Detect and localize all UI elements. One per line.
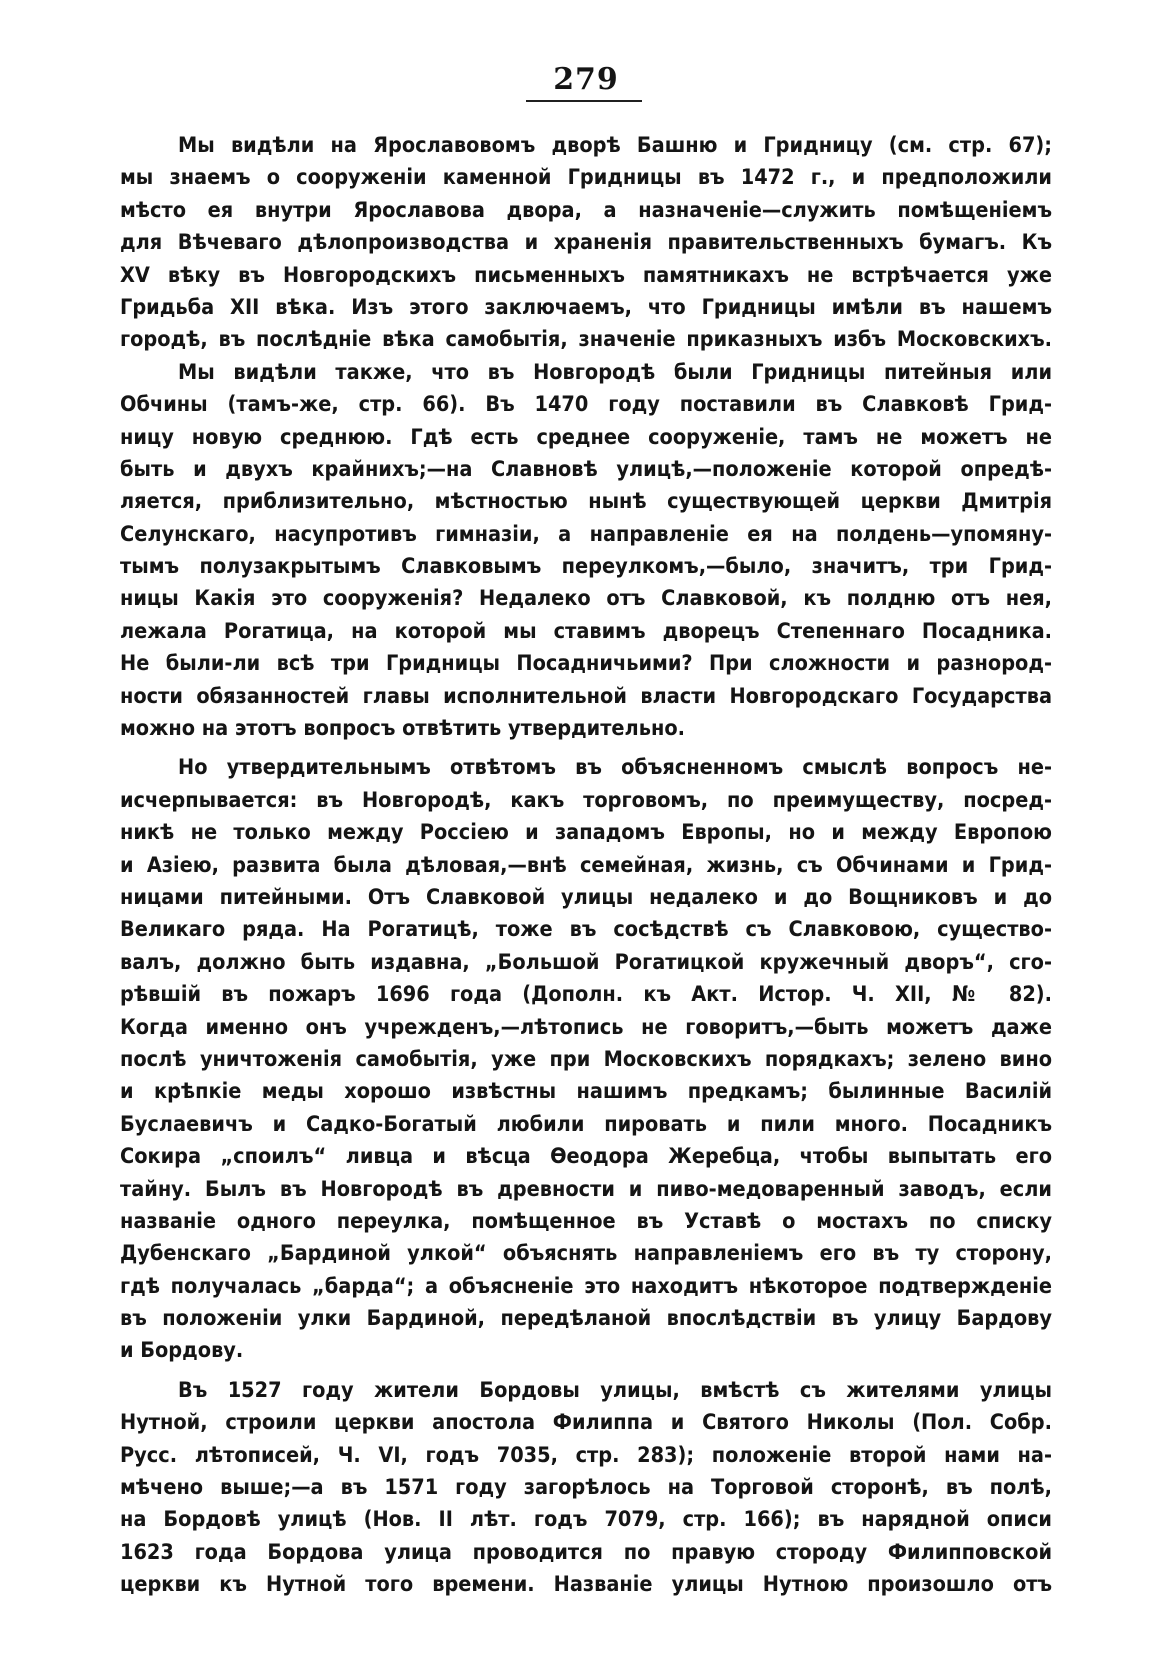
text-line: названіе одного переулка, помѣщенное въ Уставѣ о мостахъ по списку	[120, 1208, 1052, 1234]
text-line: Мы видѣли также, что въ Новгородѣ были Гридницы питейныя или	[178, 359, 1052, 385]
text-line: валъ, должно быть издавна, „Большой Рогатицкой кружечный дворъ“, сго-	[120, 949, 1052, 975]
text-line: ницами питейными. Отъ Славковой улицы недалеко и до Вощниковъ и до	[120, 884, 1052, 910]
text-line: ницы Какія это сооруженія? Недалеко отъ Славковой, къ полдню отъ нея,	[120, 586, 1052, 612]
text-line: Буслаевичъ и Садко-Богатый любили пировать и пили много. Посадникъ	[120, 1111, 1052, 1137]
paragraph-4	[120, 1375, 1052, 1602]
text-line: Но утвердительнымъ отвѣтомъ въ объясненномъ смыслѣ вопросъ не-	[178, 755, 1052, 781]
text-line: тайну. Былъ въ Новгородѣ въ древности и пиво-медоваренный заводъ, если	[120, 1176, 1052, 1202]
text-line: церкви къ Нутной того времени. Названіе улицы Нутною произошло отъ	[120, 1572, 1052, 1598]
text-line: гдѣ получалась „барда“; а объясненіе это находитъ нѣкоторое подтвержденіе	[120, 1273, 1052, 1299]
paragraph-2	[120, 357, 1052, 746]
text-line: ности обязанностей главы исполнительной власти Новгородскаго Государства	[120, 683, 1052, 709]
text-line: Селунскаго, насупротивъ гимназіи, а направленіе ея на полдень—упомяну-	[120, 521, 1052, 547]
page-number-rule	[526, 100, 642, 102]
text-line: въ положеніи улки Бардиной, передѣланой впослѣдствіи въ улицу Бардову	[120, 1306, 1052, 1332]
text-line: рѣвшій въ пожаръ 1696 года (Дополн. къ Акт. Истор. Ч. XII, № 82).	[120, 982, 1052, 1008]
text-line: для Вѣчеваго дѣлопроизводства и храненія правительственныхъ бумагъ. Къ	[120, 230, 1052, 256]
paragraph-1	[120, 130, 1052, 357]
paragraph-3	[120, 752, 1052, 1367]
text-line: и Азіею, развита была дѣловая,—внѣ семейная, жизнь, съ Обчинами и Грид-	[120, 852, 1052, 878]
text-line: тымъ полузакрытымъ Славковымъ переулкомъ,—было, значитъ, три Грид-	[120, 554, 1052, 580]
text-line: Когда именно онъ учрежденъ,—лѣтопись не говоритъ,—быть можетъ даже	[120, 1014, 1052, 1040]
text-line: на Бордовѣ улицѣ (Нов. II лѣт. годъ 7079, стр. 166); въ нарядной описи	[120, 1507, 1052, 1533]
text-line: Мы видѣли на Ярославовомъ дворѣ Башню и Гридницу (см. стр. 67);	[178, 133, 1052, 158]
page-number: 279	[553, 62, 619, 97]
text-line: Обчины (тамъ-же, стр. 66). Въ 1470 году поставили въ Славковѣ Грид-	[120, 392, 1052, 418]
text-line: никѣ не только между Россіею и западомъ Европы, но и между Европою	[120, 820, 1052, 846]
text-line: ницу новую среднюю. Гдѣ есть среднее сооруженіе, тамъ не можетъ не	[120, 424, 1052, 450]
text-line: Нутной, строили церкви апостола Филиппа и Святого Николы (Пол. Собр.	[120, 1410, 1052, 1436]
text-line: мѣчено выше;—а въ 1571 году загорѣлось на Торговой сторонѣ, въ полѣ,	[120, 1475, 1052, 1501]
text-line: Гридьба XII вѣка. Изъ этого заключаемъ, что Гридницы имѣли въ нашемъ	[120, 294, 1052, 320]
text-line: Дубенскаго „Бардиной улкой“ объяснять направленіемъ его въ ту сторону,	[120, 1241, 1052, 1267]
text-line: и крѣпкіе меды хорошо извѣстны нашимъ предкамъ; былинные Василій	[120, 1079, 1052, 1105]
text-line: и Бордову.	[120, 1338, 244, 1364]
text-line: лежала Рогатица, на которой мы ставимъ дворецъ Степеннаго Посадника.	[120, 618, 1052, 644]
text-line: Не были-ли всѣ три Гридницы Посадничьими? При сложности и разнород-	[120, 651, 1052, 677]
body-text	[120, 130, 1052, 1602]
text-line: можно на этотъ вопросъ отвѣтить утвердительно.	[120, 716, 685, 742]
text-line: 1623 года Бордова улица проводится по правую стороду Филипповской	[120, 1539, 1052, 1565]
text-line: послѣ уничтоженія самобытія, уже при Московскихъ порядкахъ; зелено вино	[120, 1046, 1052, 1072]
text-line: мы знаемъ о сооруженіи каменной Гридницы въ 1472 г., и предположили	[120, 165, 1052, 191]
text-line: быть и двухъ крайнихъ;—на Славновѣ улицѣ,—положеніе которой опредѣ-	[120, 456, 1052, 482]
text-line: Русс. лѣтописей, Ч. VI, годъ 7035, стр. 283); положеніе второй нами на-	[120, 1442, 1052, 1468]
text-line: исчерпывается: въ Новгородѣ, какъ торговомъ, по преимуществу, посред-	[120, 787, 1052, 813]
text-line: Сокира „споилъ“ ливца и вѣсца Ѳеодора Жеребца, чтобы выпытать его	[120, 1144, 1052, 1170]
text-line: Въ 1527 году жители Бордовы улицы, вмѣстѣ съ жителями улицы	[178, 1377, 1052, 1403]
text-line: XV вѣку въ Новгородскихъ письменныхъ памятникахъ не встрѣчается уже	[120, 262, 1052, 288]
text-line: мѣсто ея внутри Ярославова двора, а назначеніе—служить помѣщеніемъ	[120, 197, 1052, 223]
text-line: ляется, приблизительно, мѣстностью нынѣ существующей церкви Дмитрія	[120, 489, 1052, 515]
text-line: городѣ, въ послѣдніе вѣка самобытія, значеніе приказныхъ избъ Московскихъ.	[120, 327, 1052, 353]
text-line: Великаго ряда. На Рогатицѣ, тоже въ сосѣдствѣ съ Славковою, существо-	[120, 917, 1052, 943]
